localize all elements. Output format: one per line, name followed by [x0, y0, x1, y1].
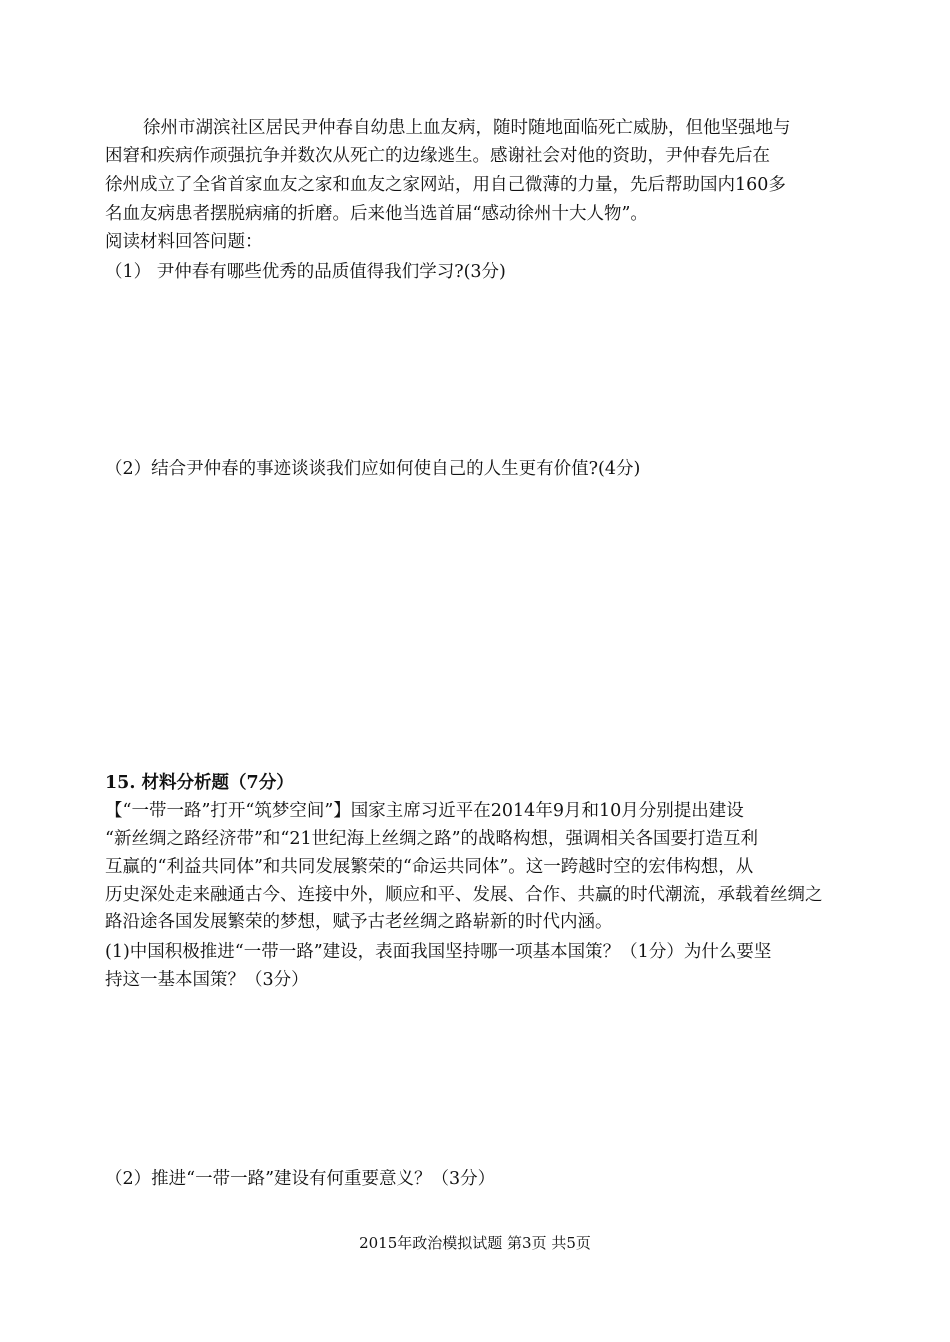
- reading-prompt: 阅读材料回答问题：: [105, 232, 263, 252]
- question-15-1: (1)中国积极推进“一带一路”建设，表面我国坚持哪一项基本国策？（1分）为什么要坚: [105, 942, 772, 962]
- material-line: 【“一带一路”打开“筑梦空间”】国家主席习近平在2014年9月和10月分别提出建设: [105, 801, 744, 821]
- material-line: 历史深处走来融通古今、连接中外，顺应和平、发展、合作、共赢的时代潮流，承载着丝绸之: [105, 885, 823, 905]
- material-line: 互赢的“利益共同体”和共同发展繁荣的“命运共同体”。这一跨越时空的宏伟构想，从: [105, 857, 754, 877]
- question-15-title: 15. 材料分析题（7分）: [105, 773, 294, 793]
- question-14-2: （2）结合尹仲春的事迹谈谈我们应如何使自己的人生更有价值?(4分): [105, 459, 641, 479]
- passage-line: 名血友病患者摆脱病痛的折磨。后来他当选首届“感动徐州十大人物”。: [105, 204, 648, 224]
- material-line: “新丝绸之路经济带”和“21世纪海上丝绸之路”的战略构想，强调相关各国要打造互利: [105, 829, 759, 849]
- question-14-1: （1） 尹仲春有哪些优秀的品质值得我们学习?(3分): [105, 262, 506, 282]
- question-15-2: （2）推进“一带一路”建设有何重要意义？（3分）: [105, 1169, 496, 1189]
- material-line: 路沿途各国发展繁荣的梦想，赋予古老丝绸之路崭新的时代内涵。: [105, 912, 613, 932]
- question-15-1-cont: 持这一基本国策？（3分）: [105, 970, 309, 990]
- page-footer: 2015年政治模拟试题 第3页 共5页: [359, 1234, 591, 1252]
- passage-line: 困窘和疾病作顽强抗争并数次从死亡的边缘逃生。感谢社会对他的资助，尹仲春先后在: [105, 146, 770, 166]
- passage-line: 徐州市湖滨社区居民尹仲春自幼患上血友病，随时随地面临死亡威胁，但他坚强地与: [143, 118, 791, 138]
- passage-line: 徐州成立了全省首家血友之家和血友之家网站，用自己微薄的力量，先后帮助国内160多: [105, 175, 786, 195]
